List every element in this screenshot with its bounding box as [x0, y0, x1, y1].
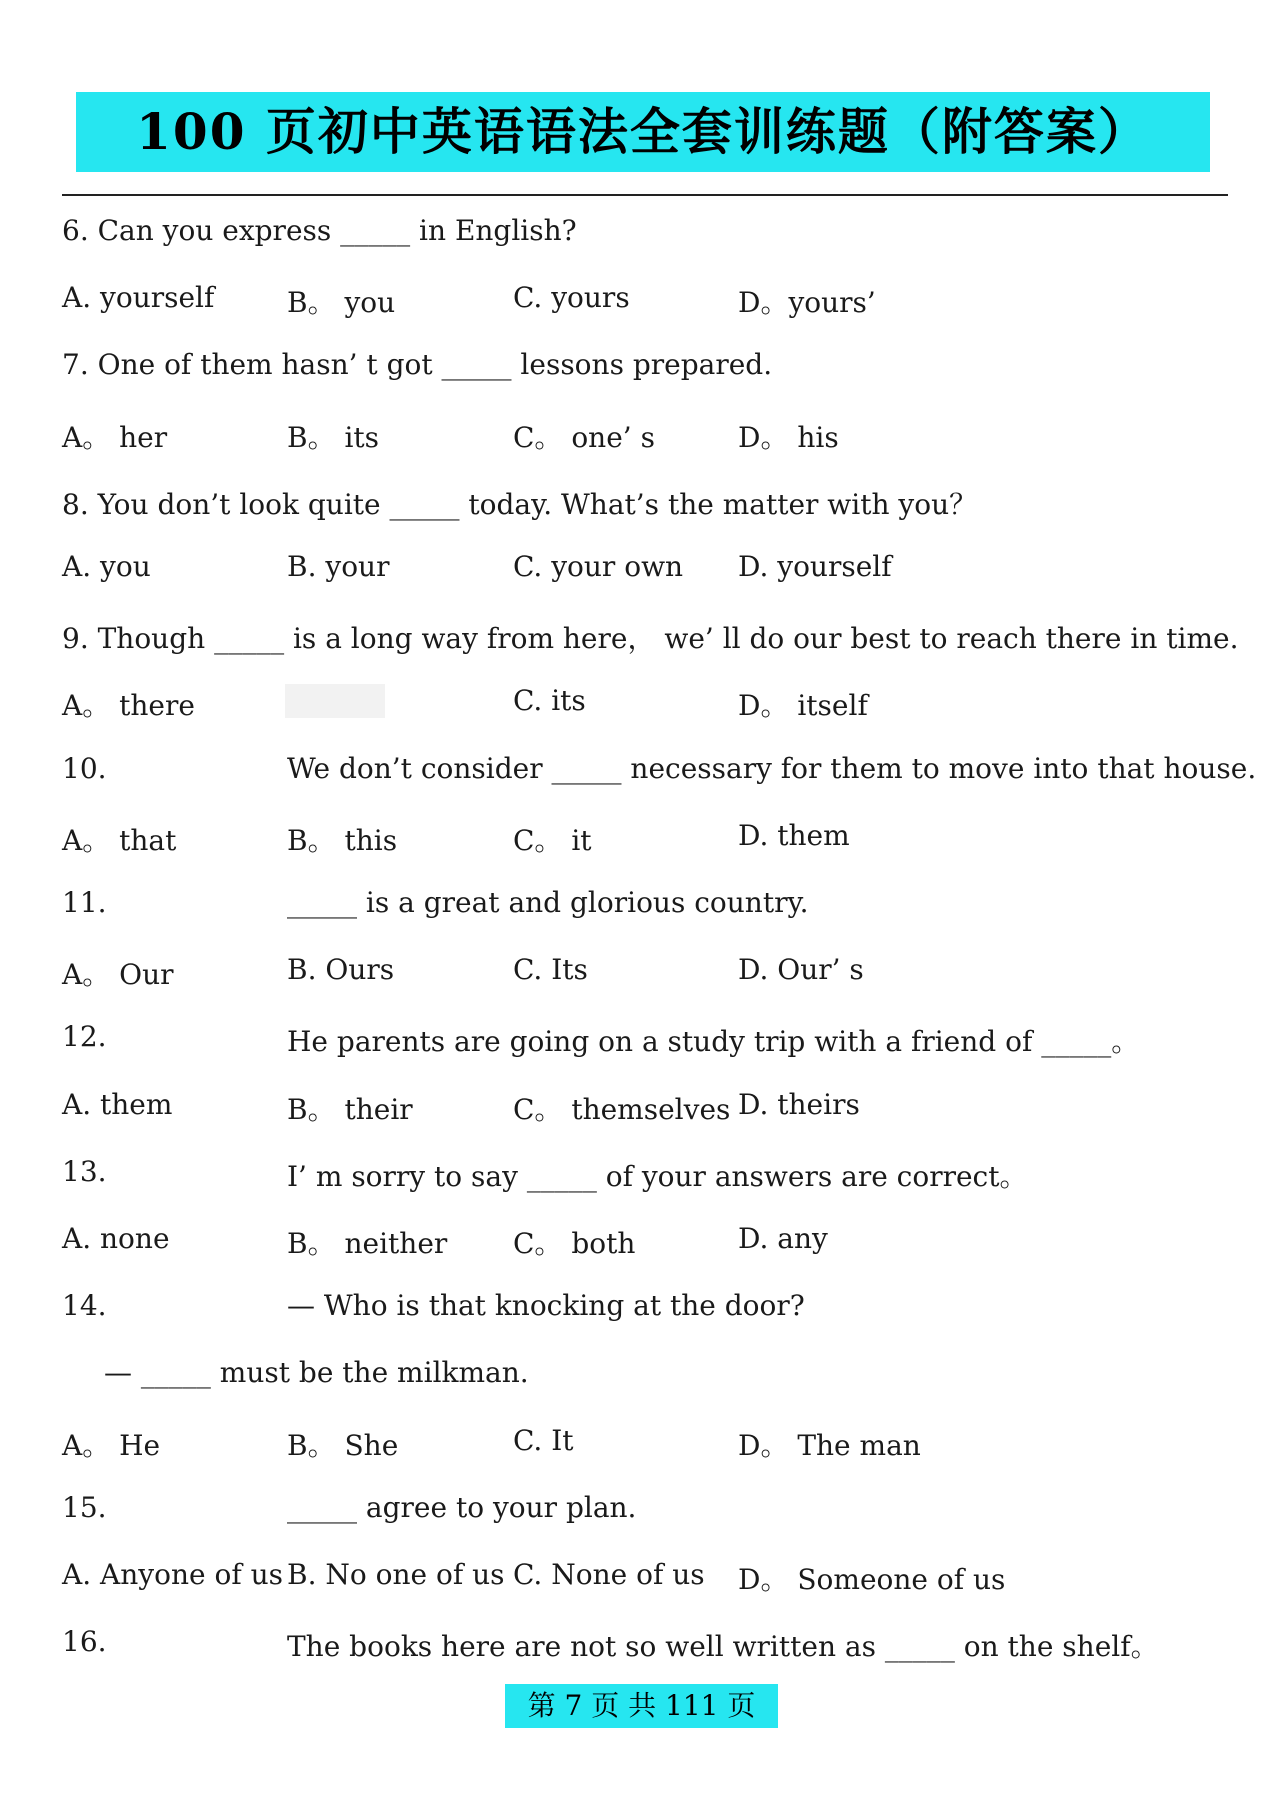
answer-options-row — [0, 953, 1280, 993]
question-text: 9. Though _____ is a long way from here， we’ ll do our best to reach there in time. — [62, 622, 1239, 655]
question-text: The books here are not so well written as _____ on the shelf。 — [287, 1630, 1159, 1663]
option-a: A. them — [62, 1088, 173, 1121]
option-b: B。 this — [287, 824, 398, 857]
option-c: C。 one’ s — [513, 421, 655, 454]
option-d: D。 itself — [738, 689, 868, 722]
option-c: C。 both — [513, 1227, 636, 1260]
option-a: A。 that — [62, 824, 177, 857]
option-b: B. Ours — [287, 953, 395, 986]
option-d: D. theirs — [738, 1088, 860, 1121]
question-number: 10. — [62, 752, 107, 785]
option-b: B. your — [287, 550, 390, 583]
question-text: _____ is a great and glorious country. — [287, 886, 809, 919]
option-c: C. its — [513, 684, 586, 717]
option-a: A. yourself — [62, 281, 215, 314]
question-row — [0, 1289, 1280, 1329]
option-a: A。 He — [62, 1429, 161, 1462]
option-c: C. your own — [513, 550, 684, 583]
option-d: D. them — [738, 819, 850, 852]
page-title: 100 页初中英语语法全套训练题（附答案） — [76, 92, 1210, 172]
question-number: 16. — [62, 1625, 107, 1658]
option-a: A. Anyone of us — [62, 1558, 283, 1591]
option-d: D. yourself — [738, 550, 892, 583]
question-row — [0, 1625, 1280, 1665]
option-c: C. It — [513, 1424, 574, 1457]
answer-options-row — [0, 1222, 1280, 1262]
question-row — [0, 1020, 1280, 1060]
option-a: A. you — [62, 550, 151, 583]
question-text: 8. You don’t look quite _____ today. What’s the matter with you？ — [62, 488, 978, 521]
answer-options-row — [0, 684, 1280, 724]
question-row — [0, 886, 1280, 926]
answer-options-row — [0, 1088, 1280, 1128]
option-a: A。 Our — [62, 958, 174, 991]
question-number: 15. — [62, 1491, 107, 1524]
question-text: I’ m sorry to say _____ of your answers are correct。 — [287, 1160, 1028, 1193]
question-row — [0, 752, 1280, 792]
option-b: B。 you — [287, 286, 396, 319]
question-row — [0, 1356, 1280, 1396]
question-row — [0, 483, 1280, 523]
option-b: B。 its — [287, 421, 380, 454]
answer-options-row — [0, 550, 1280, 590]
option-c: C. Its — [513, 953, 588, 986]
option-b: B。 She — [287, 1429, 399, 1462]
option-d: D。yours’ — [738, 286, 876, 319]
question-text: 7. One of them hasn’ t got _____ lessons prepared. — [62, 348, 773, 381]
answer-options-row — [0, 1558, 1280, 1598]
page-number: 第 7 页 共 111 页 — [505, 1684, 778, 1728]
question-text: _____ agree to your plan. — [287, 1491, 637, 1524]
option-a: A。 her — [62, 421, 168, 454]
option-d: D. Our’ s — [738, 953, 864, 986]
option-c: C。 themselves — [513, 1093, 731, 1126]
question-row — [0, 617, 1280, 657]
option-a: A。 there — [62, 689, 195, 722]
question-text: — Who is that knocking at the door? — [287, 1289, 805, 1322]
question-number: 13. — [62, 1155, 107, 1188]
question-row — [0, 214, 1280, 254]
question-text: He parents are going on a study trip with a friend of _____。 — [287, 1025, 1140, 1058]
question-number: 14. — [62, 1289, 107, 1322]
question-row — [0, 348, 1280, 388]
title-divider — [62, 194, 1228, 196]
question-text: 6. Can you express _____ in English? — [62, 214, 577, 247]
option-d: D。 Someone of us — [738, 1563, 1006, 1596]
question-text: — _____ must be the milkman. — [104, 1356, 529, 1389]
option-b: B。 neither — [287, 1227, 448, 1260]
option-c: C. None of us — [513, 1558, 705, 1591]
option-b: B. No one of us — [287, 1558, 505, 1591]
option-d: D。 The man — [738, 1429, 921, 1462]
question-number: 12. — [62, 1020, 107, 1053]
question-number: 11. — [62, 886, 107, 919]
question-row — [0, 1155, 1280, 1195]
question-row — [0, 1491, 1280, 1531]
option-b: B。 their — [287, 1093, 413, 1126]
option-d: D。 his — [738, 421, 839, 454]
answer-options-row — [0, 416, 1280, 456]
answer-options-row — [0, 819, 1280, 859]
option-d: D. any — [738, 1222, 828, 1255]
option-c: C。 it — [513, 824, 592, 857]
question-text: We don’t consider _____ necessary for them to move into that house. — [287, 752, 1257, 785]
answer-options-row — [0, 1424, 1280, 1464]
option-c: C. yours — [513, 281, 630, 314]
answer-options-row — [0, 281, 1280, 321]
option-a: A. none — [62, 1222, 170, 1255]
